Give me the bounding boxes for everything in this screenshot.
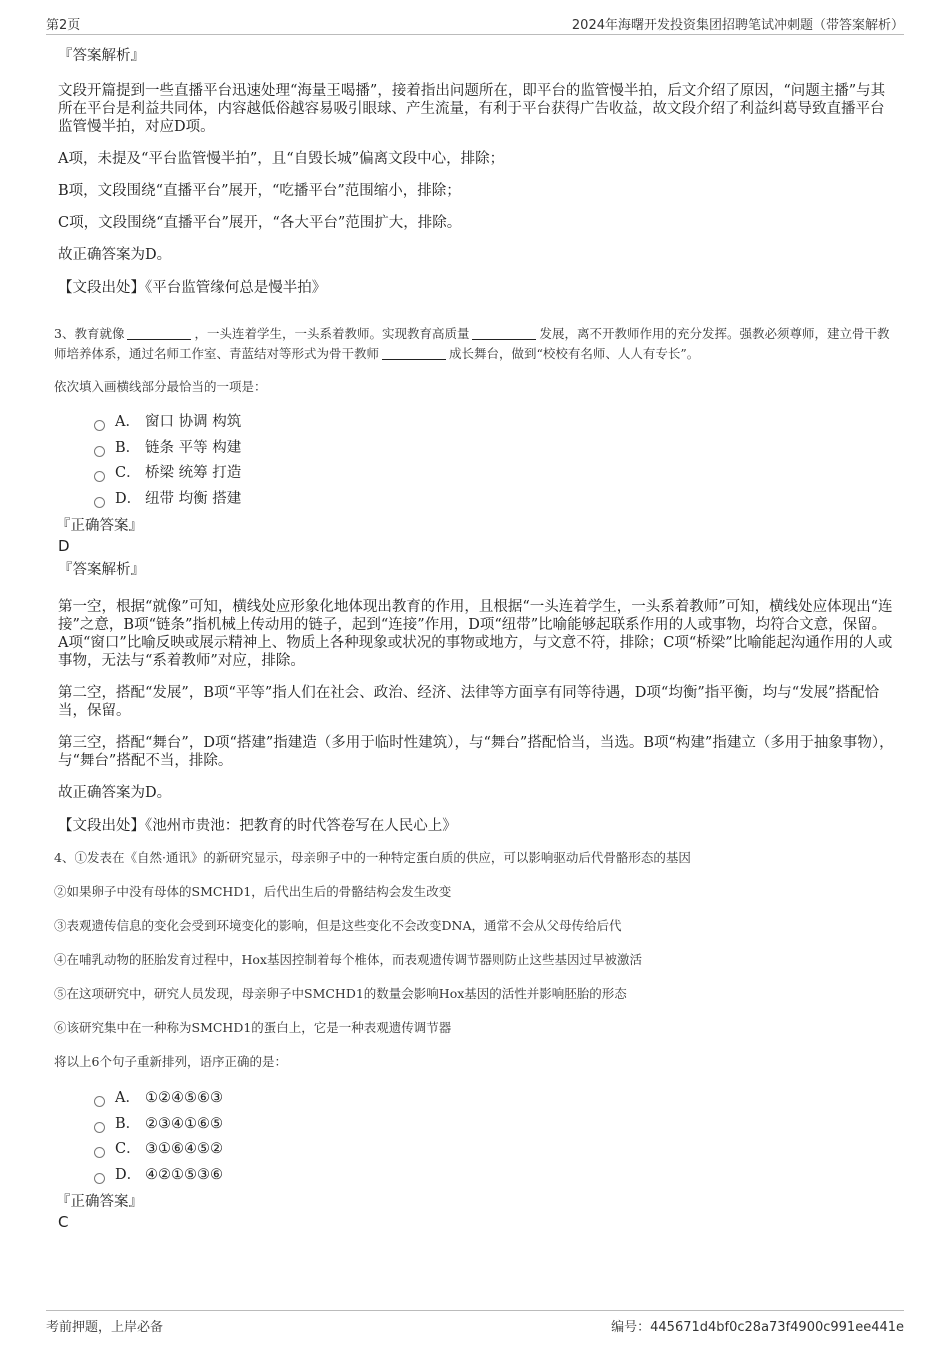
- q2-analysis-para: B项，文段围绕“直播平台”展开，“吃播平台”范围缩小，排除；: [58, 183, 461, 199]
- q4-sentence: ⑥该研究集中在一种称为SMCHD1的蛋白上，它是一种表观遗传调节器: [54, 1020, 452, 1035]
- q2-analysis-label: 『答案解析』: [58, 48, 145, 64]
- q2-analysis-para: 文段开篇提到一些直播平台迅速处理“海量王喝播”，接着指出问题所在，即平台的监管慢半拍，后文介绍了原因，“问题主播”与其所在平台是利益共同体，内容越低俗越容易吸引眼球、产生流量，有利于平台获得广告收益，故文段介绍了利益纠葛导致直播平台监管慢半拍，对应D项。: [58, 83, 886, 135]
- document-title: 2024年海曙开发投资集团招聘笔试冲刺题（带答案解析）: [571, 18, 904, 33]
- q3-option-d[interactable]: D． 纽带 均衡 搭建: [94, 487, 896, 513]
- q4-option-d[interactable]: D． ④②①⑤③⑥: [94, 1163, 896, 1189]
- fill-blank: [127, 325, 191, 340]
- q3-analysis-label: 『答案解析』: [58, 562, 145, 578]
- q3-option-c[interactable]: C． 桥梁 统筹 打造: [94, 461, 896, 487]
- q2-analysis-para: 故正确答案为D。: [58, 247, 172, 263]
- q4-options: [94, 1086, 896, 1188]
- radio-icon[interactable]: [94, 471, 105, 482]
- radio-icon[interactable]: [94, 497, 105, 508]
- radio-icon[interactable]: [94, 1096, 105, 1107]
- page-content: [56, 46, 896, 1236]
- q4-option-c[interactable]: C． ③①⑥④⑤②: [94, 1137, 896, 1163]
- footer-slogan: 考前押题，上岸必备: [46, 1320, 164, 1335]
- q4-sentence: ②如果卵子中没有母体的SMCHD1，后代出生后的骨骼结构会发生改变: [54, 884, 452, 899]
- q3-analysis-para: 故正确答案为D。: [58, 785, 172, 801]
- q4-sentence: ③表观遗传信息的变化会受到环境变化的影响，但是这些变化不会改变DNA，通常不会从父母传给后代: [54, 918, 622, 933]
- radio-icon[interactable]: [94, 420, 105, 431]
- q3-options: [94, 410, 896, 512]
- q4-sentence: ④在哺乳动物的胚胎发育过程中，Hox基因控制着每个椎体，而表观遗传调节器则防止这些基因过早被激活: [54, 952, 642, 967]
- q4-answer-label: 『正确答案』: [56, 1194, 143, 1210]
- q3-analysis-para: 第三空，搭配“舞台”，D项“搭建”指建造（多用于临时性建筑），与“舞台”搭配恰当，当选。B项“构建”指建立（多用于抽象事物），与“舞台”搭配不当，排除。: [58, 735, 894, 769]
- q3-prompt: 依次填入画横线部分最恰当的一项是：: [54, 379, 267, 394]
- q3-answer-label: 『正确答案』: [56, 518, 143, 534]
- q3-option-b[interactable]: B． 链条 平等 构建: [94, 436, 896, 462]
- q4-sentence: ⑤在这项研究中，研究人员发现，母亲卵子中SMCHD1的数量会影响Hox基因的活性并影响胚胎的形态: [54, 986, 627, 1001]
- q3-stem: 3、教育就像 ，一头连着学生，一头系着教师。实现教育高质量 发展，离不开教师作用的充分发挥。强教必须尊师，建立骨干教师培养体系，通过名师工作室、青蓝结对等形式为骨干教师 成长舞台，做到“校校有名师、人人有专长”。: [54, 326, 890, 361]
- q4-prompt: 将以上6个句子重新排列，语序正确的是：: [54, 1054, 287, 1069]
- q3-answer: D: [58, 537, 70, 555]
- fill-blank: [382, 345, 446, 360]
- q2-analysis-para: A项，未提及“平台监管慢半拍”，且“自毁长城”偏离文段中心，排除；: [58, 151, 505, 167]
- document-code: 编号：445671d4bf0c28a73f4900c991ee441e: [611, 1320, 904, 1335]
- radio-icon[interactable]: [94, 1173, 105, 1184]
- q3-source: 【文段出处】《池州市贵池：把教育的时代答卷写在人民心上》: [58, 818, 457, 834]
- page-header: [46, 10, 904, 35]
- q4-option-b[interactable]: B． ②③④①⑥⑤: [94, 1112, 896, 1138]
- q3-analysis-para: 第一空，根据“就像”可知，横线处应形象化地体现出教育的作用，且根据“一头连着学生，一头系着教师”可知，横线处应体现出“连接”之意，B项“链条”指机械上传动用的链子，起到“连接”作用，D项“纽带”比喻能够起联系作用的人或事物，均符合文意，保留。A项“窗口”比喻反映或展示精神上、物质上各种现象或状况的事物或地方，与文意不符，排除；C项“桥梁”比喻能起沟通作用的人或事物，无法与“系着教师”对应，排除。: [58, 599, 893, 669]
- q4-sentence: 4、①发表在《自然·通讯》的新研究显示，母亲卵子中的一种特定蛋白质的供应，可以影响驱动后代骨骼形态的基因: [54, 850, 691, 865]
- q2-analysis-para: C项，文段围绕“直播平台”展开，“各大平台”范围扩大，排除。: [58, 215, 462, 231]
- page-footer: [46, 1310, 904, 1337]
- radio-icon[interactable]: [94, 1147, 105, 1158]
- q4-answer: C: [58, 1213, 69, 1231]
- radio-icon[interactable]: [94, 446, 105, 457]
- page-number: 第2页: [46, 18, 81, 33]
- q2-source: 【文段出处】《平台监管缘何总是慢半拍》: [58, 280, 327, 296]
- fill-blank: [472, 325, 536, 340]
- q4-option-a[interactable]: A． ①②④⑤⑥③: [94, 1086, 896, 1112]
- radio-icon[interactable]: [94, 1122, 105, 1133]
- q3-option-a[interactable]: A． 窗口 协调 构筑: [94, 410, 896, 436]
- q3-analysis-para: 第二空，搭配“发展”，B项“平等”指人们在社会、政治、经济、法律等方面享有同等待遇，D项“均衡”指平衡，均与“发展”搭配恰当，保留。: [58, 685, 880, 719]
